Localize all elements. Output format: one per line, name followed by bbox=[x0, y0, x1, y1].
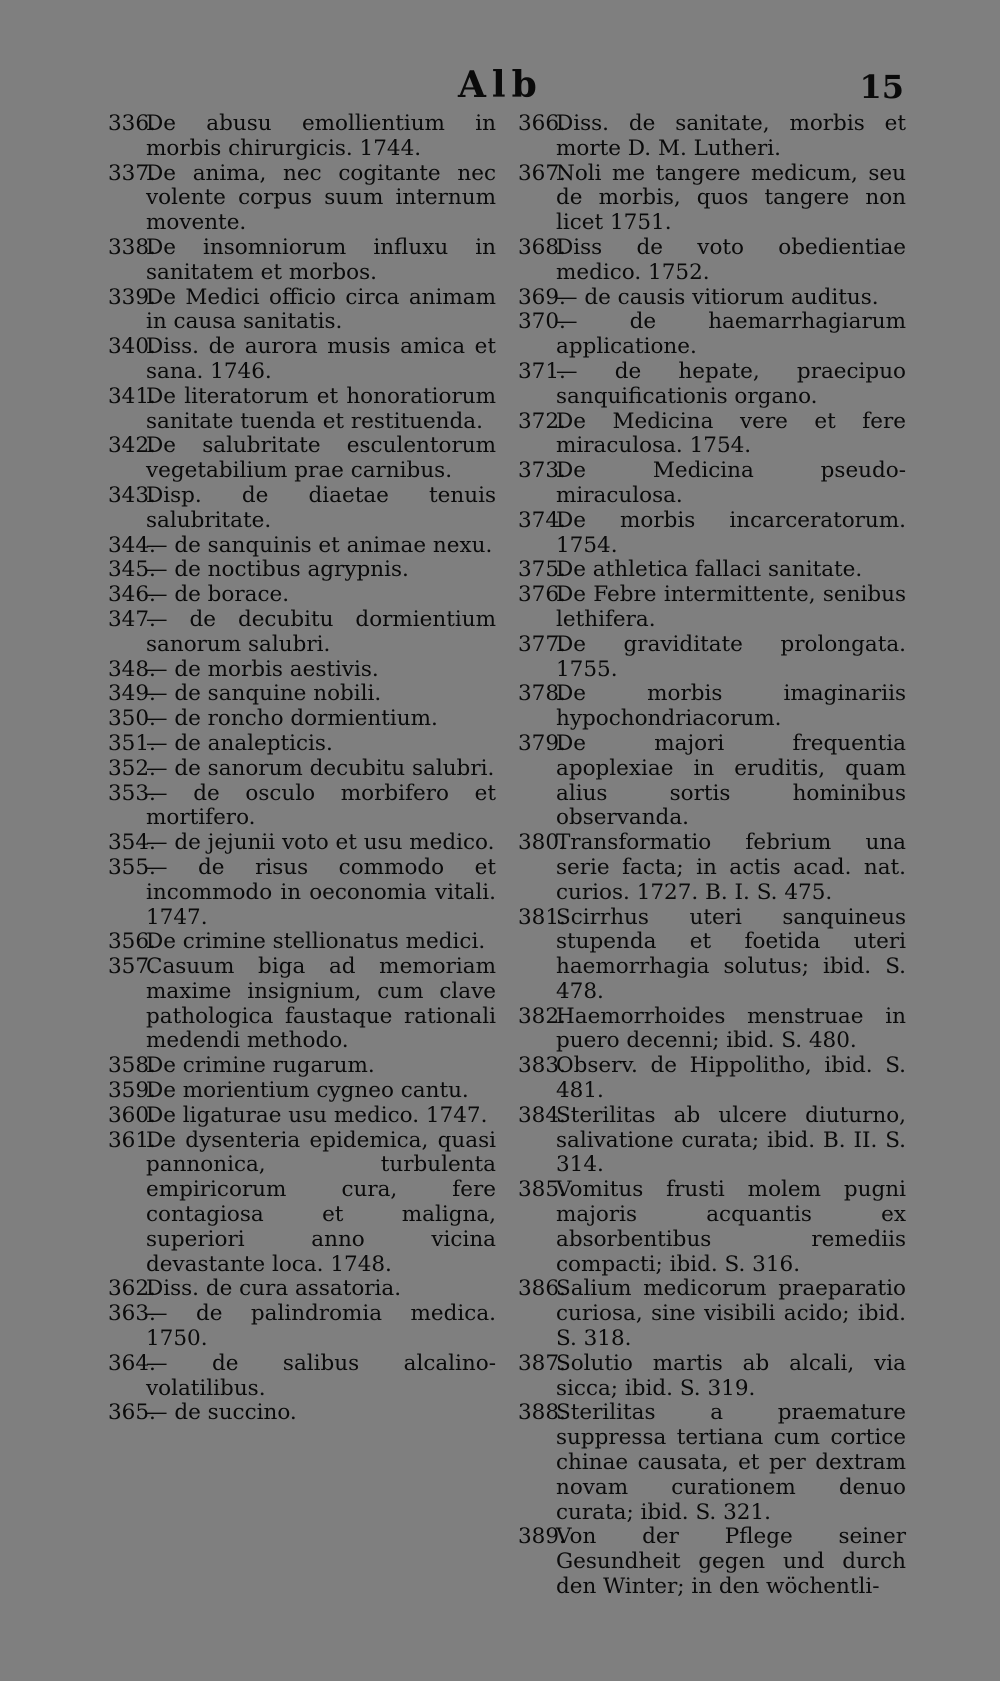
entry-text: Salium medicorum praeparatio curiosa, sine visibili acido; ibid. S. 318. bbox=[556, 1276, 906, 1352]
entry-text: — de borace. bbox=[146, 582, 290, 608]
entry-number: 380. bbox=[518, 830, 566, 856]
catalog-entry bbox=[108, 831, 496, 856]
catalog-entry bbox=[518, 509, 906, 559]
entry-number: 342. bbox=[108, 433, 156, 459]
entry-text: — de succino. bbox=[146, 1400, 297, 1426]
entry-number: 376. bbox=[518, 582, 566, 608]
entry-text: — de risus commodo et incommodo in oeconomia vitali. 1747. bbox=[146, 854, 496, 930]
entry-number: 389. bbox=[518, 1524, 566, 1550]
entry-number: 354. bbox=[108, 830, 156, 856]
entry-text: De abusu emollientium in morbis chirurgicis. 1744. bbox=[146, 111, 496, 161]
catalog-entry bbox=[108, 658, 496, 683]
catalog-entry bbox=[108, 385, 496, 435]
catalog-entry bbox=[518, 1054, 906, 1104]
entry-number: 375. bbox=[518, 557, 566, 583]
entry-number: 372. bbox=[518, 408, 566, 434]
entry-text: Solutio martis ab alcali, via sicca; ibid. S. 319. bbox=[556, 1350, 906, 1401]
catalog-entry bbox=[518, 410, 906, 460]
entry-number: 355. bbox=[108, 854, 156, 880]
catalog-entry bbox=[108, 930, 496, 955]
entry-number: 385. bbox=[518, 1177, 566, 1203]
entry-number: 340. bbox=[108, 334, 156, 360]
catalog-entry bbox=[108, 484, 496, 534]
entry-number: 346. bbox=[108, 582, 156, 608]
entry-text: Diss de voto obedientiae medico. 1752. bbox=[556, 234, 906, 285]
entry-number: 381. bbox=[518, 904, 566, 930]
catalog-entry bbox=[518, 1525, 906, 1599]
entry-text: — de roncho dormientium. bbox=[146, 706, 438, 732]
entry-text: De morbis incarceratorum. 1754. bbox=[556, 507, 906, 558]
catalog-entry bbox=[108, 112, 496, 162]
entry-text: — de sanorum decubitu salubri. bbox=[146, 755, 495, 781]
entry-text: — de salibus alcalino-volatilibus. bbox=[146, 1350, 496, 1401]
page-number: 15 bbox=[859, 68, 904, 106]
entry-number: 351. bbox=[108, 730, 156, 756]
left-column bbox=[108, 112, 496, 1426]
catalog-entry bbox=[108, 236, 496, 286]
catalog-entry bbox=[108, 335, 496, 385]
entry-number: 336. bbox=[108, 111, 156, 136]
catalog-entry bbox=[518, 1277, 906, 1351]
catalog-entry bbox=[518, 906, 906, 1005]
entry-number: 364. bbox=[108, 1350, 156, 1376]
entry-text: Diss. de cura assatoria. bbox=[146, 1276, 402, 1302]
catalog-entry bbox=[518, 162, 906, 236]
entry-number: 366. bbox=[518, 111, 566, 136]
entry-text: Transformatio febrium una serie facta; in actis acad. nat. curios. 1727. B. I. S. 475. bbox=[556, 830, 906, 905]
entry-number: 369. bbox=[518, 284, 566, 310]
catalog-entry bbox=[108, 558, 496, 583]
running-head: Alb bbox=[458, 64, 543, 106]
catalog-entry bbox=[518, 112, 906, 162]
entry-text: Von der Pflege seiner Gesundheit gegen und durch den Winter; in den wöchentli- bbox=[556, 1524, 906, 1600]
entry-text: De anima, nec cogitante nec volente corpus suum internum movente. bbox=[146, 160, 496, 236]
entry-text: Noli me tangere medicum, seu de morbis, quos tangere non licet 1751. bbox=[556, 160, 906, 236]
entry-number: 386. bbox=[518, 1276, 566, 1302]
entry-text: — de sanquinis et animae nexu. bbox=[146, 532, 493, 558]
catalog-entry bbox=[108, 682, 496, 707]
catalog-entry bbox=[518, 360, 906, 410]
entry-number: 368. bbox=[518, 234, 566, 260]
catalog-entry bbox=[108, 1054, 496, 1079]
catalog-entry bbox=[518, 732, 906, 831]
entry-text: — de palindromia medica. 1750. bbox=[146, 1301, 496, 1352]
catalog-entry bbox=[518, 1401, 906, 1525]
catalog-entry bbox=[518, 633, 906, 683]
catalog-entry bbox=[108, 707, 496, 732]
catalog-entry bbox=[518, 1352, 906, 1402]
entry-number: 349. bbox=[108, 681, 156, 707]
entry-text: De morbis imaginariis hypochondriacorum. bbox=[556, 681, 906, 732]
catalog-entry bbox=[518, 1178, 906, 1277]
entry-text: Diss. de aurora musis amica et sana. 1746. bbox=[146, 334, 496, 384]
entry-number: 338. bbox=[108, 234, 156, 260]
entry-text: De Medici officio circa animam in causa sanitatis. bbox=[146, 284, 496, 335]
catalog-entry bbox=[518, 1104, 906, 1178]
entry-text: Casuum biga ad memoriam maxime insignium, cum clave pathologica faustaque rationali medendi methodo. bbox=[146, 954, 496, 1054]
entry-text: De graviditate prolongata. 1755. bbox=[556, 631, 906, 682]
catalog-entry bbox=[518, 310, 906, 360]
entry-text: De insomniorum influxu in sanitatem et morbos. bbox=[146, 234, 496, 285]
catalog-entry bbox=[108, 757, 496, 782]
entry-number: 378. bbox=[518, 681, 566, 707]
entry-text: — de hepate, praecipuo sanquificationis organo. bbox=[556, 358, 906, 409]
entry-number: 356. bbox=[108, 929, 156, 955]
entry-number: 382. bbox=[518, 1003, 566, 1029]
entry-text: De Medicina pseudo-miraculosa. bbox=[556, 458, 906, 508]
entry-number: 360. bbox=[108, 1102, 156, 1128]
entry-number: 361. bbox=[108, 1127, 156, 1153]
entry-text: De salubritate esculentorum vegetabilium prae carnibus. bbox=[146, 433, 496, 484]
catalog-entry bbox=[108, 608, 496, 658]
catalog-entry bbox=[108, 1104, 496, 1129]
catalog-entry bbox=[108, 782, 496, 832]
entry-number: 363. bbox=[108, 1301, 156, 1327]
entry-text: De Medicina vere et fere miraculosa. 1754. bbox=[556, 408, 906, 459]
catalog-entry bbox=[518, 558, 906, 583]
entry-number: 345. bbox=[108, 557, 156, 583]
entry-number: 384. bbox=[518, 1102, 566, 1128]
catalog-entry bbox=[518, 286, 906, 311]
entry-number: 362. bbox=[108, 1276, 156, 1302]
entry-number: 365. bbox=[108, 1400, 156, 1426]
right-column bbox=[518, 112, 906, 1600]
catalog-entry bbox=[108, 856, 496, 930]
entry-number: 337. bbox=[108, 160, 156, 186]
entry-number: 377. bbox=[518, 631, 566, 657]
entry-number: 343. bbox=[108, 482, 156, 508]
entry-text: De Febre intermittente, senibus lethifera. bbox=[556, 582, 906, 632]
entry-text: Scirrhus uteri sanquineus stupenda et foetida uteri haemorrhagia solutus; ibid. S. 478. bbox=[556, 904, 906, 1004]
catalog-entry bbox=[108, 583, 496, 608]
catalog-entry bbox=[108, 1352, 496, 1402]
entry-text: — de analepticis. bbox=[146, 730, 333, 756]
entry-number: 339. bbox=[108, 284, 156, 310]
entry-text: — de morbis aestivis. bbox=[146, 656, 379, 682]
entry-number: 383. bbox=[518, 1053, 566, 1079]
entry-text: De majori frequentia apoplexiae in eruditis, quam alius sortis hominibus observanda. bbox=[556, 730, 906, 831]
catalog-entry bbox=[518, 831, 906, 905]
entry-text: De dysenteria epidemica, quasi pannonica, turbulenta empiricorum cura, fere contagiosa et maligna, superiori anno vicina devastante loca. 1748. bbox=[146, 1127, 496, 1277]
entry-number: 370. bbox=[518, 309, 566, 335]
catalog-entry bbox=[108, 732, 496, 757]
catalog-entry bbox=[108, 162, 496, 236]
entry-text: — de osculo morbifero et mortifero. bbox=[146, 780, 496, 831]
entry-text: Sterilitas a praemature suppressa tertiana cum cortice chinae causata, et per dextram novam curationem denuo curata; ibid. S. 321. bbox=[556, 1400, 906, 1525]
catalog-entry bbox=[108, 1401, 496, 1426]
entry-text: Vomitus frusti molem pugni majoris acquantis ex absorbentibus remediis compacti; ibid. S. 316. bbox=[556, 1177, 906, 1277]
entry-text: De athletica fallaci sanitate. bbox=[556, 557, 863, 583]
entry-number: 348. bbox=[108, 656, 156, 682]
entry-number: 379. bbox=[518, 730, 566, 756]
entry-text: De ligaturae usu medico. 1747. bbox=[146, 1102, 488, 1128]
entry-text: — de sanquine nobili. bbox=[146, 681, 382, 707]
entry-text: — de noctibus agrypnis. bbox=[146, 557, 409, 583]
entry-number: 388. bbox=[518, 1400, 566, 1426]
entry-number: 357. bbox=[108, 954, 156, 980]
entry-text: De literatorum et honoratiorum sanitate tuenda et restituenda. bbox=[146, 383, 496, 434]
catalog-entry bbox=[108, 534, 496, 559]
entry-number: 352. bbox=[108, 755, 156, 781]
entry-text: De morientium cygneo cantu. bbox=[146, 1078, 469, 1104]
catalog-entry bbox=[108, 1129, 496, 1278]
entry-text: Haemorrhoides menstruae in puero decenni; ibid. S. 480. bbox=[556, 1003, 906, 1054]
entry-number: 358. bbox=[108, 1053, 156, 1079]
catalog-entry bbox=[108, 955, 496, 1054]
catalog-entry bbox=[518, 583, 906, 633]
entry-number: 341. bbox=[108, 383, 156, 409]
entry-number: 347. bbox=[108, 606, 156, 632]
entry-text: De crimine rugarum. bbox=[146, 1053, 375, 1079]
catalog-entry bbox=[108, 1277, 496, 1302]
catalog-entry bbox=[518, 459, 906, 509]
catalog-entry bbox=[518, 1005, 906, 1055]
entry-number: 359. bbox=[108, 1078, 156, 1104]
entry-text: — de decubitu dormientium sanorum salubri. bbox=[146, 606, 496, 657]
entry-number: 367. bbox=[518, 160, 566, 186]
entry-text: Observ. de Hippolitho, ibid. S. 481. bbox=[556, 1053, 906, 1104]
entry-number: 371. bbox=[518, 358, 566, 384]
catalog-entry bbox=[518, 236, 906, 286]
entry-number: 387. bbox=[518, 1350, 566, 1376]
entry-number: 374. bbox=[518, 507, 566, 533]
catalog-entry bbox=[518, 682, 906, 732]
entry-number: 350. bbox=[108, 706, 156, 732]
entry-text: Sterilitas ab ulcere diuturno, salivatione curata; ibid. B. II. S. 314. bbox=[556, 1102, 906, 1178]
entry-text: De crimine stellionatus medici. bbox=[146, 929, 486, 955]
entry-text: — de causis vitiorum auditus. bbox=[556, 284, 879, 310]
catalog-entry bbox=[108, 1302, 496, 1352]
entry-text: — de jejunii voto et usu medico. bbox=[146, 830, 495, 856]
catalog-entry bbox=[108, 286, 496, 336]
entry-text: Diss. de sanitate, morbis et morte D. M. Lutheri. bbox=[556, 111, 906, 161]
entry-number: 373. bbox=[518, 458, 566, 484]
entry-number: 353. bbox=[108, 780, 156, 806]
entry-text: Disp. de diaetae tenuis salubritate. bbox=[146, 482, 496, 533]
entry-number: 344. bbox=[108, 532, 156, 558]
catalog-entry bbox=[108, 434, 496, 484]
entry-text: — de haemarrhagiarum applicatione. bbox=[556, 309, 906, 360]
catalog-entry bbox=[108, 1079, 496, 1104]
